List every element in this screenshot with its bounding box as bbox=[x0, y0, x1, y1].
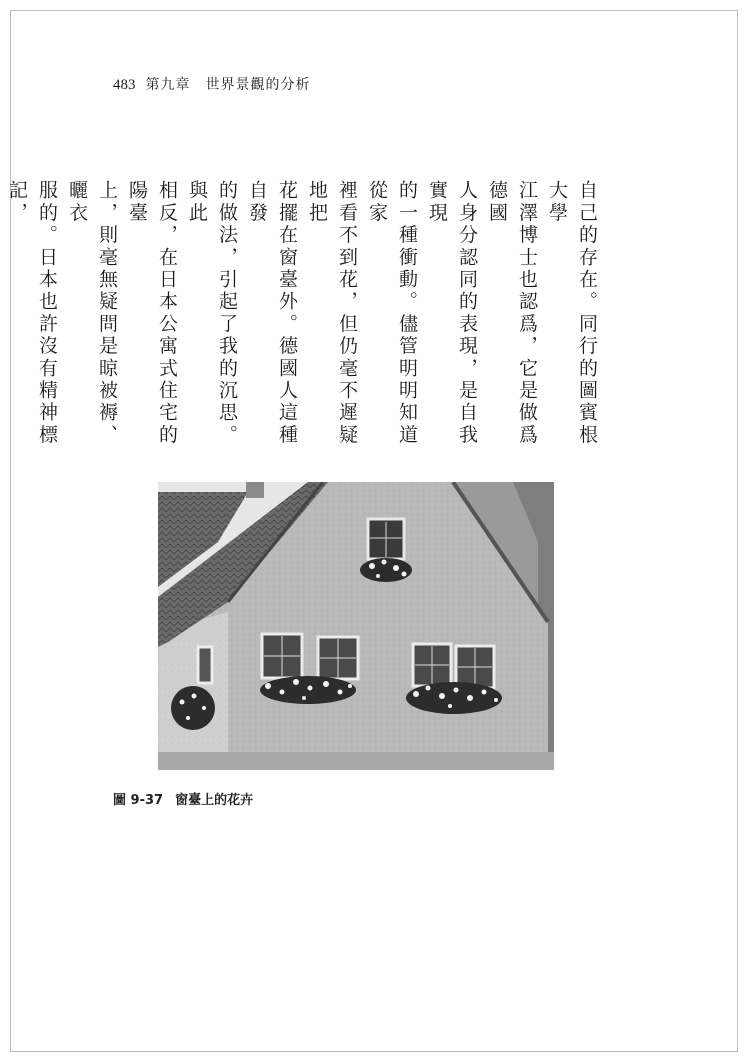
text-column: 的做法，引起了我的沉思。與此 bbox=[186, 180, 238, 447]
text-column: 的一種衝動。儘管明明知道從家 bbox=[366, 180, 418, 447]
text-column: 自己的存在。同行的圖賓根大學 bbox=[546, 180, 598, 447]
text-column: 花擺在窗臺外。德國人這種自發 bbox=[246, 180, 298, 447]
running-header bbox=[113, 74, 311, 94]
text-column: 服的。日本也許沒有精神標記， bbox=[6, 180, 58, 447]
chapter-title: 第九章 世界景觀的分析 bbox=[145, 77, 311, 93]
text-column bbox=[0, 180, 2, 450]
figure-caption-text: 窗臺上的花卉 bbox=[175, 793, 254, 808]
figure-number: 圖 9-37 bbox=[113, 793, 164, 808]
page-number: 483 bbox=[113, 77, 136, 93]
figure-caption bbox=[113, 789, 253, 808]
figure-photo-gabled-house bbox=[158, 482, 554, 770]
text-column: 上，則毫無疑問是晾被褥、曬衣 bbox=[66, 180, 118, 447]
text-column: 人身分認同的表現，是自我實現 bbox=[426, 180, 478, 447]
text-column: 江澤博士也認爲，它是做爲德國 bbox=[486, 180, 538, 447]
body-text bbox=[6, 180, 602, 450]
text-column: 裡看不到花，但仍毫不遲疑地把 bbox=[306, 180, 358, 447]
text-column: 相反，在日本公寓式住宅的陽臺 bbox=[126, 180, 178, 447]
